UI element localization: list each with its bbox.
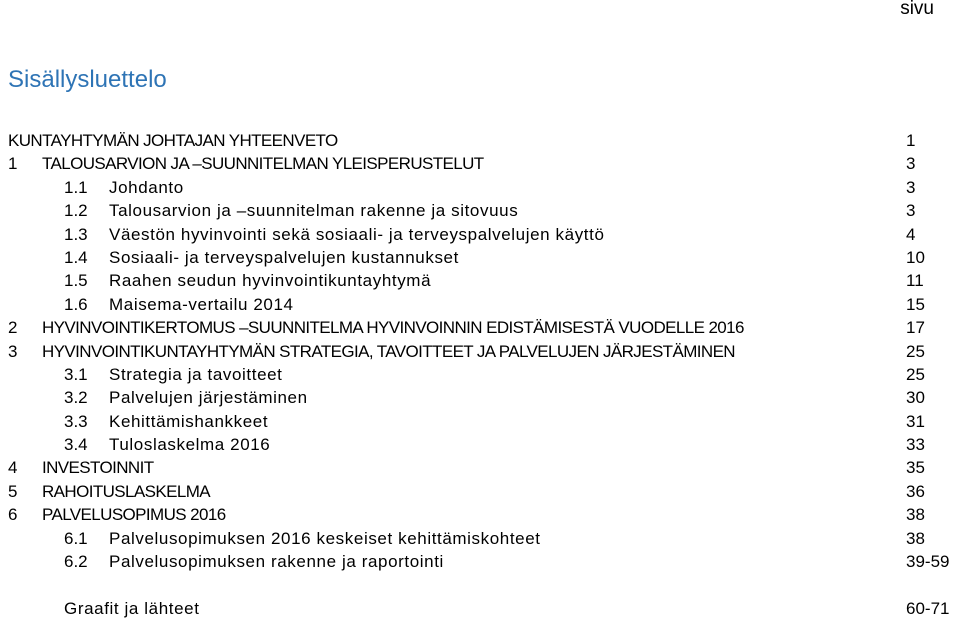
toc-entry-number: 1.6 xyxy=(64,294,88,314)
toc-spacer xyxy=(8,573,959,597)
toc-entry-text: KUNTAYHTYMÄN JOHTAJAN YHTEENVETO xyxy=(8,131,338,150)
toc-entry-1-2[interactable] xyxy=(8,199,959,222)
toc-entry-number: 1.1 xyxy=(64,177,88,197)
toc-entry-page: 4 xyxy=(906,224,916,244)
toc-entry-number: 6 xyxy=(8,505,18,525)
toc-entry-6-1[interactable] xyxy=(8,527,959,550)
toc-entry-page: 17 xyxy=(906,318,925,338)
toc-entry-text: Kehittämishankkeet xyxy=(109,411,269,431)
toc-entry-page: 1 xyxy=(906,131,916,150)
toc-entry-text: Graafit ja lähteet xyxy=(64,599,200,619)
page-column-header: sivu xyxy=(900,0,934,19)
toc-entry-1-5[interactable] xyxy=(8,269,959,292)
toc-entry-number: 6.2 xyxy=(64,552,88,572)
toc-entry-page: 31 xyxy=(906,411,925,431)
toc-entry-3-1[interactable] xyxy=(8,363,959,386)
toc-entry-number: 2 xyxy=(8,318,18,338)
toc-entry-1-4[interactable] xyxy=(8,246,959,269)
toc-entry-page: 33 xyxy=(906,435,925,455)
toc-entry-text: Palvelusopimuksen 2016 keskeiset kehittämiskohteet xyxy=(109,528,541,548)
toc-entry-text: Palvelujen järjestäminen xyxy=(109,388,308,408)
toc-entry-number: 5 xyxy=(8,481,18,501)
toc-entry-page: 3 xyxy=(906,154,916,174)
toc-entry-text: Johdanto xyxy=(109,177,184,197)
toc-entry-2[interactable] xyxy=(8,316,959,339)
toc-entry-6-2[interactable] xyxy=(8,550,959,573)
toc-entry-3-2[interactable] xyxy=(8,386,959,409)
toc-entry-1-3[interactable] xyxy=(8,223,959,246)
toc-entry-page: 10 xyxy=(906,247,925,267)
toc-title: Sisällysluettelo xyxy=(8,66,167,93)
toc-entry-text: PALVELUSOPIMUS 2016 xyxy=(42,505,226,525)
toc-entry-page: 25 xyxy=(906,364,925,384)
table-of-contents xyxy=(8,129,959,621)
toc-entry-6[interactable] xyxy=(8,503,959,526)
toc-entry-text: Raahen seudun hyvinvointikuntayhtymä xyxy=(109,271,432,291)
toc-entry-number: 3.3 xyxy=(64,411,88,431)
toc-entry-4[interactable] xyxy=(8,456,959,479)
toc-entry-number: 1.4 xyxy=(64,247,88,267)
toc-entry-page: 35 xyxy=(906,458,925,478)
toc-entry-page: 39-59 xyxy=(906,552,950,572)
toc-entry-number: 1.2 xyxy=(64,201,88,221)
toc-entry-text: Maisema-vertailu 2014 xyxy=(109,294,294,314)
toc-entry-text: Tuloslaskelma 2016 xyxy=(109,435,271,455)
toc-entry-number: 3 xyxy=(8,341,18,361)
toc-entry-page: 25 xyxy=(906,341,925,361)
toc-entry-graphs-sources[interactable] xyxy=(8,597,959,620)
toc-entry-number: 1 xyxy=(8,154,18,174)
toc-entry-page: 15 xyxy=(906,294,925,314)
toc-entry-page: 60-71 xyxy=(906,599,950,619)
toc-entry-5[interactable] xyxy=(8,480,959,503)
toc-entry-text: Strategia ja tavoitteet xyxy=(109,364,283,384)
toc-entry-number: 1.5 xyxy=(64,271,88,291)
toc-entry-page: 36 xyxy=(906,481,925,501)
toc-entry-page: 11 xyxy=(906,271,924,291)
toc-entry-page: 38 xyxy=(906,528,925,548)
toc-entry-text: INVESTOINNIT xyxy=(42,458,154,478)
toc-entry-text: HYVINVOINTIKUNTAYHTYMÄN STRATEGIA, TAVOITTEET JA PALVELUJEN JÄRJESTÄMINEN xyxy=(42,341,735,361)
toc-entry-page: 38 xyxy=(906,505,925,525)
toc-entry-text: Väestön hyvinvointi sekä sosiaali- ja terveyspalvelujen käyttö xyxy=(109,224,605,244)
toc-entry-page: 30 xyxy=(906,388,925,408)
toc-entry-summary[interactable] xyxy=(8,129,959,152)
toc-entry-3-3[interactable] xyxy=(8,410,959,433)
toc-entry-page: 3 xyxy=(906,201,916,221)
toc-entry-number: 4 xyxy=(8,458,18,478)
toc-entry-text: Sosiaali- ja terveyspalvelujen kustannukset xyxy=(109,247,459,267)
toc-entry-1-1[interactable] xyxy=(8,176,959,199)
toc-entry-text: Talousarvion ja –suunnitelman rakenne ja sitovuus xyxy=(109,201,519,221)
toc-entry-number: 1.3 xyxy=(64,224,88,244)
toc-entry-page: 3 xyxy=(906,177,916,197)
toc-entry-number: 3.2 xyxy=(64,388,88,408)
toc-entry-text: HYVINVOINTIKERTOMUS –SUUNNITELMA HYVINVOINNIN EDISTÄMISESTÄ VUODELLE 2016 xyxy=(42,318,744,338)
toc-entry-number: 6.1 xyxy=(64,528,88,548)
toc-entry-text: RAHOITUSLASKELMA xyxy=(42,481,211,501)
toc-entry-text: TALOUSARVION JA –SUUNNITELMAN YLEISPERUSTELUT xyxy=(42,154,484,174)
toc-entry-text: Palvelusopimuksen rakenne ja raportointi xyxy=(109,552,444,572)
toc-entry-number: 3.4 xyxy=(64,435,88,455)
toc-entry-1[interactable] xyxy=(8,152,959,175)
toc-entry-3[interactable] xyxy=(8,340,959,363)
toc-entry-number: 3.1 xyxy=(64,364,88,384)
toc-entry-1-6[interactable] xyxy=(8,293,959,316)
toc-entry-3-4[interactable] xyxy=(8,433,959,456)
